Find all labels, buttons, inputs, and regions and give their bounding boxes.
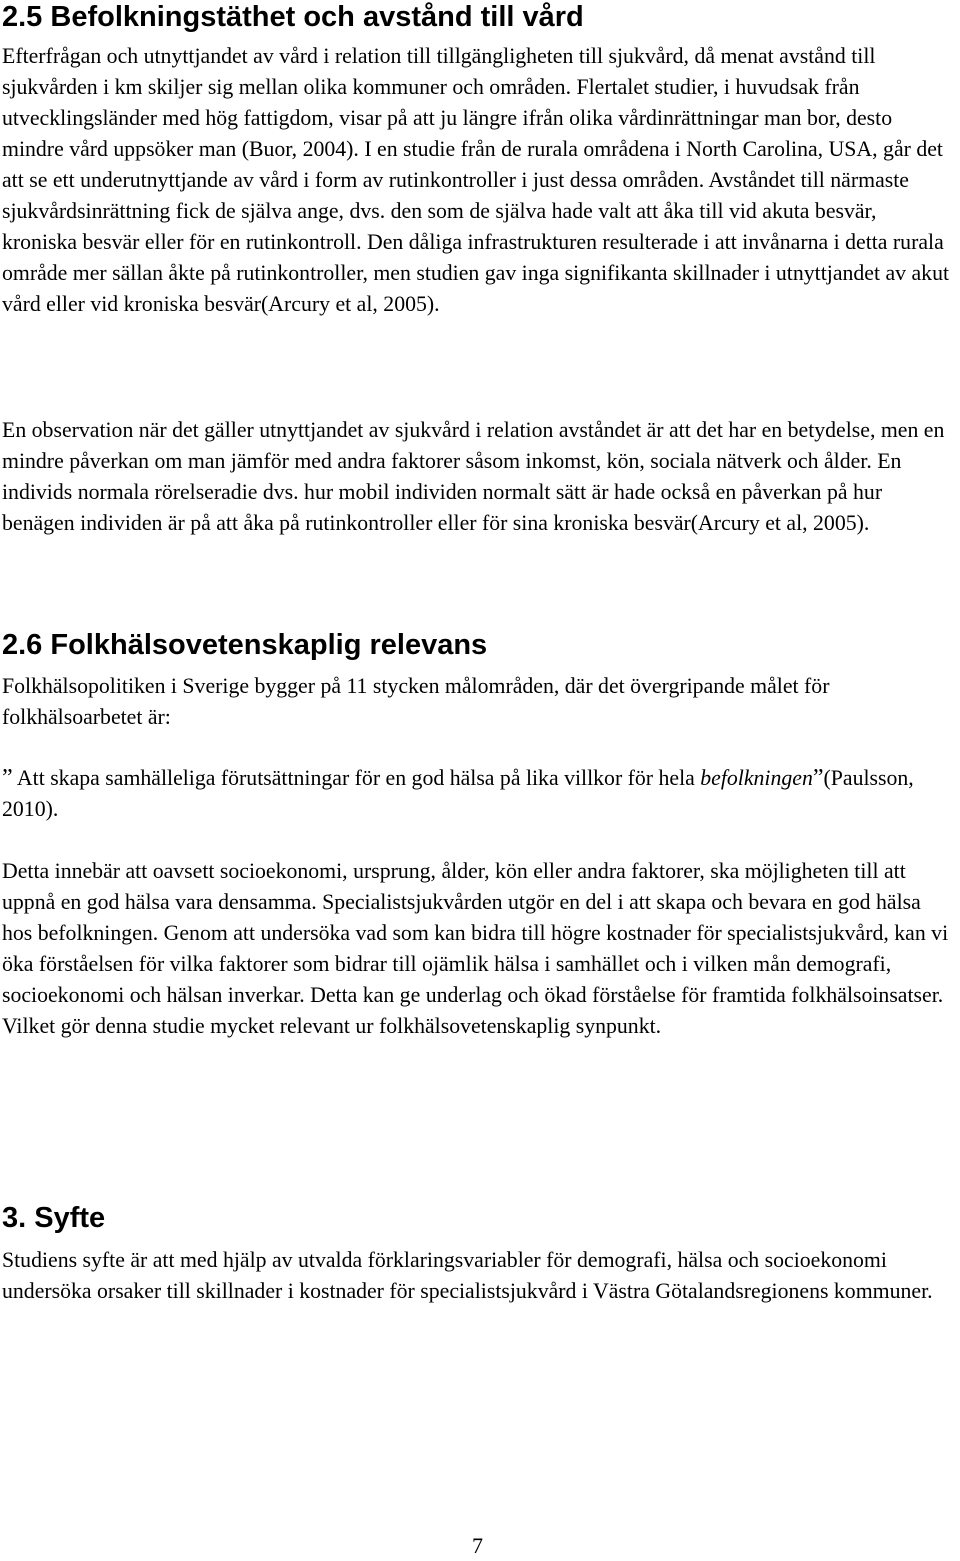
quote-citation: (Paulsson, 2010). xyxy=(2,766,914,821)
policy-quote xyxy=(2,763,950,825)
section-heading-2-5: 2.5 Befolkningstäthet och avstånd till vård xyxy=(2,1,584,33)
page-number: 7 xyxy=(472,1533,483,1558)
paragraph-purpose: Studiens syfte är att med hjälp av utvalda förklaringsvariabler för demografi, hälsa och socioekonomi undersöka orsaker till skillnader i kostnader för specialistsjukvård i Västra Götalandsregionens kommuner. xyxy=(2,1248,933,1303)
quote-text: Att skapa samhälleliga förutsättningar för en god hälsa på lika villkor för hela xyxy=(12,766,701,790)
paragraph-public-health-policy: Folkhälsopolitiken i Sverige bygger på 11 stycken målområden, där det övergripande målet för folkhälsoarbetet är: xyxy=(2,674,830,729)
paragraph-observation: En observation när det gäller utnyttjandet av sjukvård i relation avståndet är att det har en betydelse, men en mindre påverkan om man jämför med andra faktorer såsom inkomst, kön, sociala nätverk och ålder. En individs normala rörelseradie dvs. hur mobil individen normalt sätt är hade också en påverkan på hur benägen individen är på att åka på rutinkontroller eller för sina kroniska besvär(Arcury et al, 2005). xyxy=(2,418,945,535)
close-quote-mark: ” xyxy=(812,765,824,791)
paragraph-distance-care: Efterfrågan och utnyttjandet av vård i relation till tillgängligheten till sjukvård, då menat avstånd till sjukvården i km skiljer sig mellan olika kommuner och områden. Flertalet studier, i huvudsak från utvecklingsländer med hög fattigdom, visar på att ju längre ifrån olika vårdinrättningar man bor, desto mindre vård uppsöker man (Buor, 2004). I en studie från de rurala områdena i North Carolina, USA, går det att se ett underutnyttjande av vård i form av rutinkontroller i just dessa områden. Avståndet till närmaste sjukvårdsinrättning fick de själva ange, dvs. den som de själva hade valt att åka till vid akuta besvär, kroniska besvär eller för en rutinkontroll. Den dåliga infrastrukturen resulterade i att invånarna i detta rurala område mer sällan åkte på rutinkontroller, men studien gav inga signifikanta skillnader i utnyttjandet av akut vård eller vid kroniska besvär(Arcury et al, 2005). xyxy=(2,44,950,316)
paragraph-relevance: Detta innebär att oavsett socioekonomi, ursprung, ålder, kön eller andra faktorer, ska möjligheten till att uppnå en god hälsa vara densamma. Specialistsjukvården utgör en del i att skapa och bevara en god hälsa hos befolkningen. Genom att undersöka vad som kan bidra till högre kostnader för specialistsjukvård, kan vi öka förståelsen för vilka faktorer som bidrar till ojämlik hälsa i samhället och i vilken mån demografi, socioekonomi och hälsan inverkar. Detta kan ge underlag och ökad förståelse för framtida folkhälsoinsatser. Vilket gör denna studie mycket relevant ur folkhälsovetenskaplig synpunkt. xyxy=(2,859,949,1038)
quote-italic-word: befolkningen xyxy=(700,766,813,790)
section-heading-3: 3. Syfte xyxy=(2,1202,106,1234)
section-heading-2-6: 2.6 Folkhälsovetenskaplig relevans xyxy=(2,629,488,661)
open-quote-mark: ” xyxy=(2,765,13,791)
